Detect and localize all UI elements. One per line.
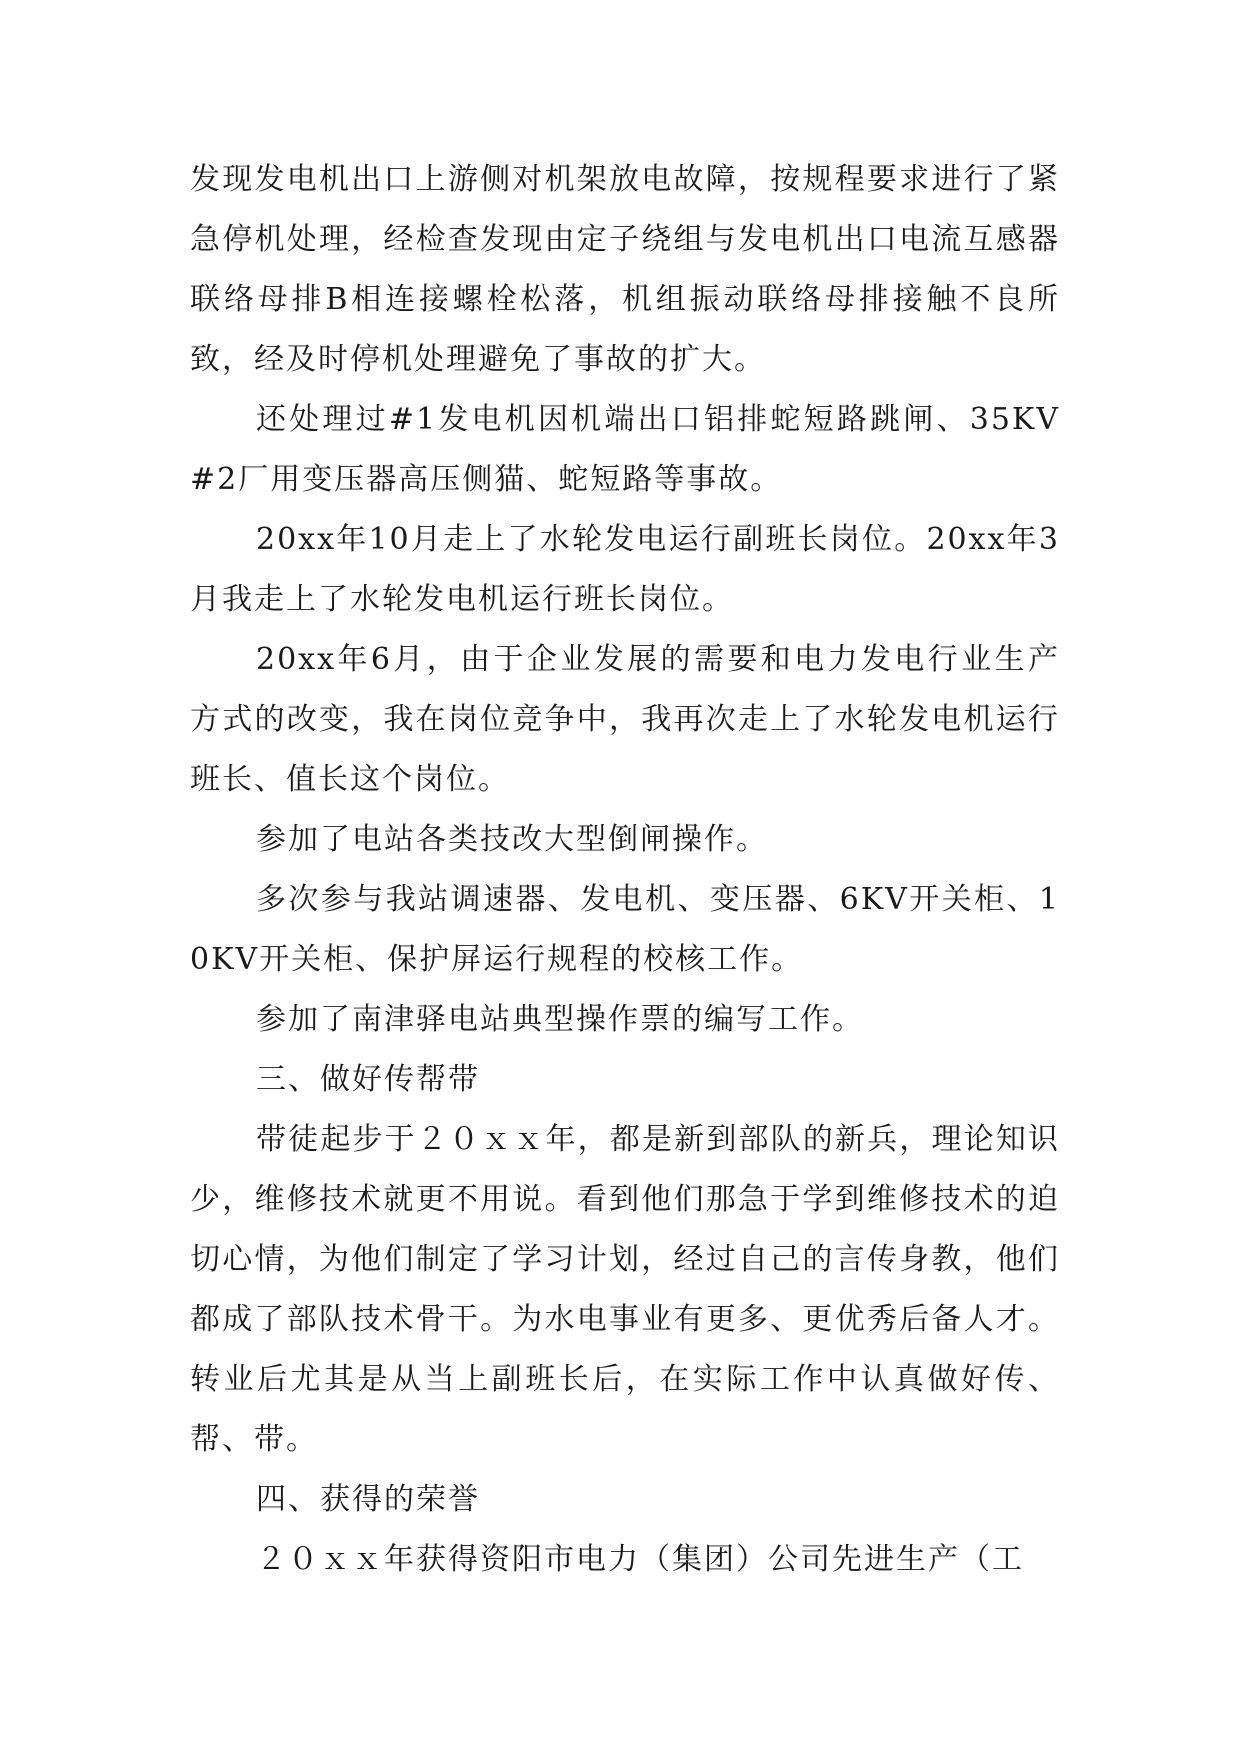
paragraph: 20xx年10月走上了水轮发电运行副班长岗位。20xx年3月我走上了水轮发电机运行班长岗位。 — [190, 522, 1060, 617]
paragraph: 参加了电站各类技改大型倒闸操作。 — [256, 822, 768, 857]
paragraph: 参加了南津驿电站典型操作票的编写工作。 — [256, 1002, 864, 1037]
paragraph: 多次参与我站调速器、发电机、变压器、6KV开关柜、10KV开关柜、保护屏运行规程的校核工作。 — [190, 882, 1060, 977]
section-heading: 四、获得的荣誉 — [256, 1482, 480, 1517]
document-body — [190, 150, 1060, 1590]
paragraph: 20xx年6月，由于企业发展的需要和电力发电行业生产方式的改变，我在岗位竞争中，我再次走上了水轮发电机运行班长、值长这个岗位。 — [190, 642, 1060, 797]
paragraph-continued: 发现发电机出口上游侧对机架放电故障，按规程要求进行了紧急停机处理，经检查发现由定子绕组与发电机出口电流互感器联络母排B相连接螺栓松落，机组振动联络母排接触不良所致，经及时停机处理避免了事故的扩大。 — [190, 162, 1060, 377]
section-heading: 三、做好传帮带 — [256, 1062, 480, 1097]
paragraph: 还处理过#1发电机因机端出口铝排蛇短路跳闸、35KV#2厂用变压器高压侧猫、蛇短路等事故。 — [190, 402, 1060, 497]
paragraph: ２０ｘｘ年获得资阳市电力（集团）公司先进生产（工 — [256, 1542, 1024, 1577]
paragraph: 带徒起步于２０ｘｘ年，都是新到部队的新兵，理论知识少，维修技术就更不用说。看到他们那急于学到维修技术的迫切心情，为他们制定了学习计划，经过自己的言传身教，他们都成了部队技术骨干。为水电事业有更多、更优秀后备人才。转业后尤其是从当上副班长后，在实际工作中认真做好传、帮、带。 — [190, 1122, 1060, 1457]
